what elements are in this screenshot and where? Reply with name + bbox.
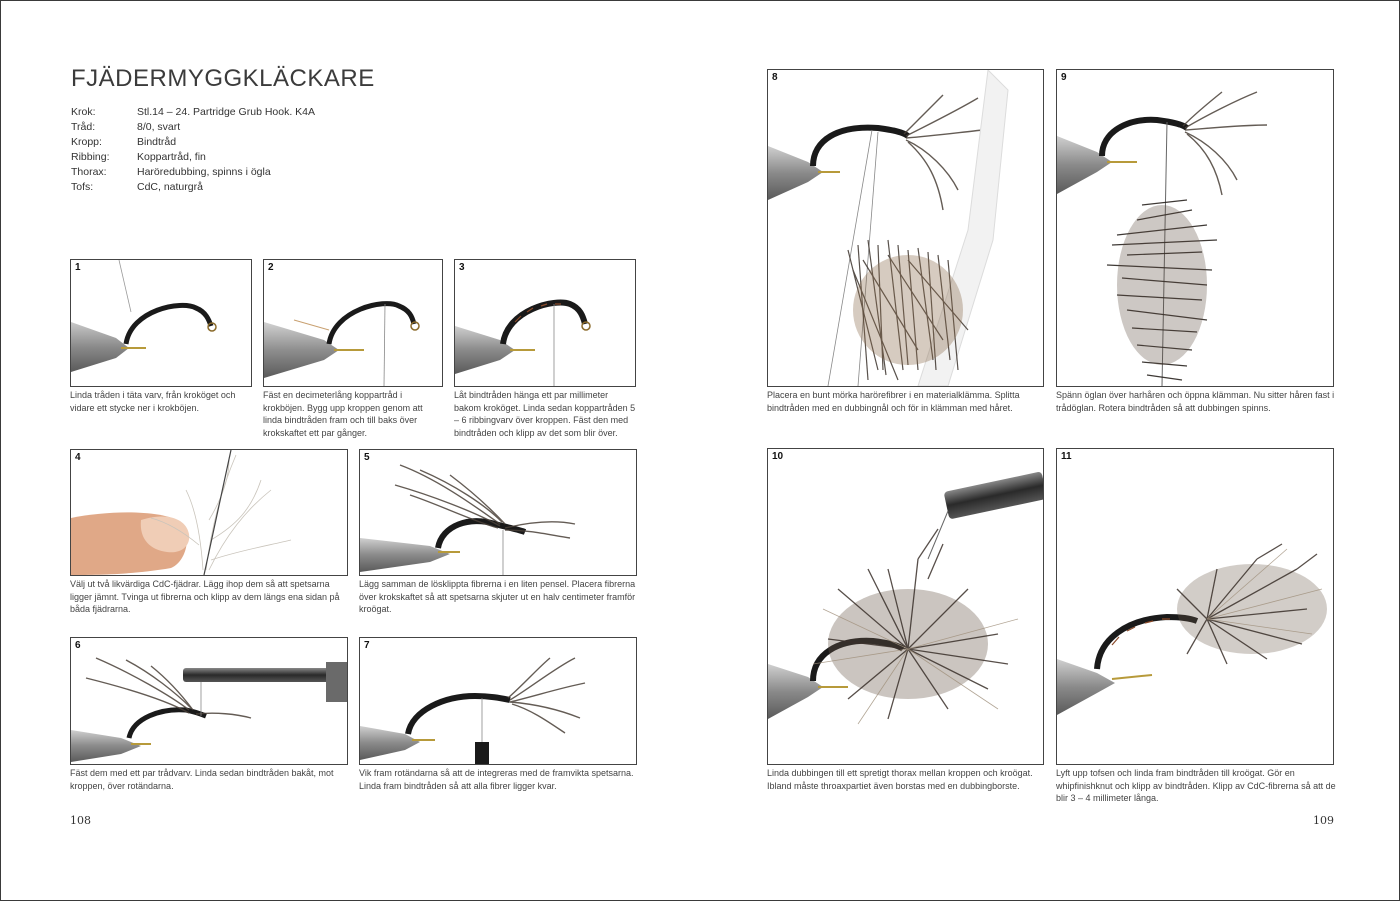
step-11-photo: 11 [1056,448,1334,765]
step-11-caption: Lyft upp tofsen och linda fram bindtråden till kroögat. Gör en whipfinishknut och klipp av bindtråden. Klipp av CdC-fibrerna så att de blir 3 – 4 millimeter långa. [1056,768,1336,803]
page-number-right: 109 [1313,814,1334,827]
vise-hook-illustration [71,638,347,764]
step-9-caption: Spänn öglan över harhåren och öppna klämman. Nu sitter håren fast i trådöglan. Rotera bindtråden så att dubbingen spinns. [1056,390,1335,413]
vise-hook-illustration [360,450,636,575]
page-number-left: 108 [70,814,91,827]
material-clip-illustration [768,70,1043,386]
step-3-photo: 3 [454,259,636,387]
spec-row: Tråd: 8/0, svart [71,121,181,133]
spec-row: Ribbing: Koppartråd, fin [71,151,206,163]
step-10-photo: 10 [767,448,1044,765]
step-2-caption: Fäst en decimeterlång koppartråd i krokböjen. Bygg upp kroppen genom att linda bindtråden fram och till baks över krokskaftet ett par gånger. [263,390,423,438]
step-2-photo: 2 [263,259,443,387]
step-6-caption: Fäst dem med ett par trådvarv. Linda sedan bindtråden bakåt, mot kroppen, över rotändarna. [70,768,334,791]
step-8-photo: 8 [767,69,1044,387]
spec-row: Kropp: Bindtråd [71,136,177,148]
step-4-photo: 4 [70,449,348,576]
vise-hook-illustration [455,260,635,386]
step-10-caption: Linda dubbingen till ett spretigt thorax mellan kroppen och kroögat. Ibland måste throaxpartiet även borstas med en dubbingborste. [767,768,1033,791]
page-title: FJÄDERMYGGKLÄCKARE [71,65,375,92]
step-5-caption: Lägg samman de lösklippta fibrerna i en liten pensel. Placera fibrerna över krokskaftet så att spetsarna skjuter ut en halv centimeter framför kroögat. [359,579,636,614]
vise-hook-illustration [264,260,442,386]
step-5-photo: 5 [359,449,637,576]
step-6-photo: 6 [70,637,348,765]
step-7-photo: 7 [359,637,637,765]
step-8-caption: Placera en bunt mörka harörefibrer i en materialklämma. Splitta bindtråden med en dubbingnål och för in klämman med håret. [767,390,1020,413]
dubbing-loop-illustration [1057,70,1333,386]
thorax-illustration [768,449,1043,764]
vise-hook-illustration [360,638,636,764]
step-4-caption: Välj ut två likvärdiga CdC-fjädrar. Lägg ihop dem så att spetsarna ligger jämnt. Tvinga ut fibrerna och klipp av dem längs ena sidan på båda fjädrarna. [70,579,340,614]
step-7-caption: Vik fram rotändarna så att de integreras med de framvikta spetsarna. Linda fram bindtråden så att alla fibrer ligger kvar. [359,768,634,791]
step-1-caption: Linda tråden i täta varv, från kroköget och vidare ett stycke ner i krokböjen. [70,390,236,413]
step-9-photo: 9 [1056,69,1334,387]
step-1-photo: 1 [70,259,252,387]
cdc-feather-illustration [71,450,347,575]
spec-row: Krok: Stl.14 – 24. Partridge Grub Hook. K4A [71,106,316,118]
spec-row: Thorax: Haröredubbing, spinns i ögla [71,166,271,178]
step-3-caption: Låt bindtråden hänga ett par millimeter bakom kroköget. Linda sedan koppartråden 5 – 6 ribbingvarv över kroppen. Fäst den med bindtråden och klipp av det som blir över. [454,390,636,438]
materials-list [71,105,315,195]
finished-fly-illustration [1057,449,1333,764]
spec-row: Tofs: CdC, naturgrå [71,181,203,193]
vise-hook-illustration [71,260,251,386]
